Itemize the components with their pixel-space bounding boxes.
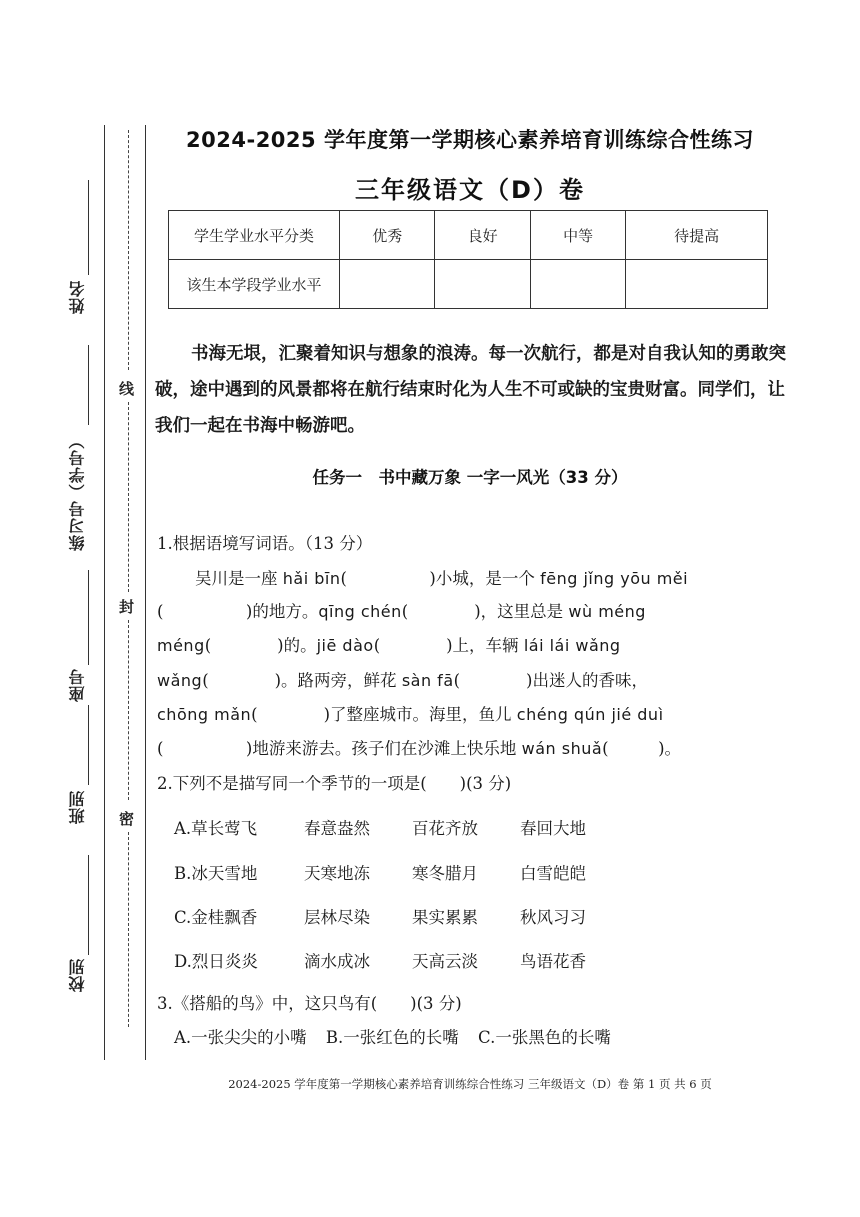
option-item: 天寒地冻	[304, 864, 370, 883]
class-underline	[88, 705, 89, 785]
q2-option-row[interactable]	[174, 860, 628, 884]
level-table-row	[169, 211, 768, 260]
school-label: 校别	[68, 958, 87, 992]
choice-b[interactable]: B.一张红色的长嘴	[325, 1028, 459, 1047]
seal-dash-2	[128, 402, 129, 592]
exam-title: 2024-2025 学年度第一学期核心素养培育训练综合性练习	[186, 128, 754, 152]
exam-no-underline	[88, 345, 89, 425]
pinyin: jiē dào	[316, 636, 374, 655]
level-row-header: 学生学业水平分类	[169, 211, 340, 260]
exam-subtitle: 三年级语文（D）卷	[355, 176, 585, 204]
option-item: 白雪皑皑	[520, 864, 586, 883]
q1-text: 吴川是一座	[195, 569, 283, 588]
level-good: 良好	[435, 211, 530, 260]
student-level-cell[interactable]	[435, 260, 530, 309]
intro-paragraph: 书海无垠，汇聚着知识与想象的浪涛。每一次航行，都是对自我认知的勇敢突破，途中遇到的风景都将在航行结束时化为人生不可或缺的宝贵财富。同学们，让我们一起在书海中畅游吧。	[155, 344, 786, 436]
level-table-row	[169, 260, 768, 309]
level-medium: 中等	[530, 211, 625, 260]
pinyin: wán shuǎ	[521, 739, 603, 758]
binding-line-outer	[104, 125, 105, 1060]
option-item: A.草长莺飞	[174, 819, 258, 838]
section-title: 任务一 书中藏万象 一字一风光（33 分）	[312, 468, 628, 487]
q3-choices	[174, 1024, 625, 1048]
seal-char-xian: 线	[119, 380, 135, 398]
student-level-cell[interactable]	[340, 260, 435, 309]
answer-blank[interactable]: ( )上，车辆	[373, 636, 524, 655]
answer-blank[interactable]: ( )出迷人的香味，	[453, 671, 648, 690]
choice-c[interactable]: C.一张黑色的长嘴	[478, 1028, 611, 1047]
seal-dash-1	[128, 130, 129, 370]
name-underline	[88, 180, 89, 275]
pinyin: qīng chén	[318, 602, 402, 621]
option-item: 寒冬腊月	[412, 864, 478, 883]
option-item: C.金桂飘香	[174, 908, 258, 927]
option-item: 滴水成冰	[304, 952, 370, 971]
student-level-cell[interactable]	[626, 260, 768, 309]
seal-dash-3	[128, 620, 129, 800]
level-table	[168, 210, 768, 309]
q2-option-row[interactable]	[174, 904, 628, 928]
seal-char-feng: 封	[119, 598, 135, 616]
school-underline	[88, 855, 89, 955]
student-level-header: 该生本学段学业水平	[169, 260, 340, 309]
level-improve: 待提高	[626, 211, 768, 260]
page-footer: 2024-2025 学年度第一学期核心素养培育训练综合性练习 三年级语文（D）卷 第 1 页 共 6 页	[228, 1077, 712, 1091]
seat-label: 座号	[68, 668, 87, 702]
exam-no-label: 练习号（学号）	[68, 432, 87, 551]
option-item: 百花齐放	[412, 819, 478, 838]
q1-line	[195, 565, 825, 589]
pinyin: sàn fā	[401, 671, 454, 690]
student-level-cell[interactable]	[530, 260, 625, 309]
answer-blank[interactable]: ( )。	[602, 739, 682, 758]
option-item: 春回大地	[520, 819, 586, 838]
q1-line	[157, 667, 787, 691]
seal-char-mi: 密	[119, 810, 135, 828]
q2-stem: 2.下列不是描写同一个季节的一项是( )(3 分)	[157, 774, 512, 793]
answer-blank[interactable]: ( )了整座城市。海里，鱼儿	[251, 705, 517, 724]
option-item: 鸟语花香	[520, 952, 586, 971]
answer-blank[interactable]: ( )。路两旁，鲜花	[202, 671, 402, 690]
seat-underline	[88, 570, 89, 665]
answer-blank[interactable]: ( )小城，是一个	[340, 569, 541, 588]
option-item: 秋风习习	[520, 908, 586, 927]
pinyin: lái lái wǎng	[523, 636, 621, 655]
q1-line	[157, 701, 787, 725]
pinyin: méng	[157, 636, 205, 655]
option-item: 果实累累	[412, 908, 478, 927]
answer-blank[interactable]: ( )的地方。	[157, 602, 319, 621]
pinyin: fēng jǐng yōu měi	[540, 569, 689, 588]
option-item: 春意盎然	[304, 819, 370, 838]
q1-stem: 1.根据语境写词语。（13 分）	[157, 534, 373, 553]
pinyin: hǎi bīn	[282, 569, 341, 588]
pinyin: chōng mǎn	[157, 705, 252, 724]
q1-line	[157, 598, 787, 622]
class-label: 班别	[68, 790, 87, 824]
pinyin: chéng qún jié duì	[516, 705, 664, 724]
level-excellent: 优秀	[340, 211, 435, 260]
answer-blank[interactable]: ( )，这里总是	[401, 602, 569, 621]
q2-option-row[interactable]	[174, 948, 628, 972]
name-label: 姓名	[68, 280, 87, 314]
seal-dash-4	[128, 832, 129, 1027]
answer-blank[interactable]: ( )的。	[204, 636, 317, 655]
option-item: 层林尽染	[304, 908, 370, 927]
answer-blank[interactable]: ( )地游来游去。孩子们在沙滩上快乐地	[157, 739, 522, 758]
option-item: 天高云淡	[412, 952, 478, 971]
pinyin: wǎng	[157, 671, 203, 690]
q1-line	[157, 735, 787, 759]
q2-option-row[interactable]	[174, 815, 628, 839]
q3-stem: 3.《搭船的鸟》中，这只鸟有( )(3 分)	[157, 994, 462, 1013]
q1-line	[157, 632, 787, 656]
option-item: D.烈日炎炎	[174, 952, 258, 971]
option-item: B.冰天雪地	[174, 864, 258, 883]
choice-a[interactable]: A.一张尖尖的小嘴	[174, 1028, 307, 1047]
pinyin: wù méng	[568, 602, 646, 621]
binding-line-inner	[145, 125, 146, 1060]
